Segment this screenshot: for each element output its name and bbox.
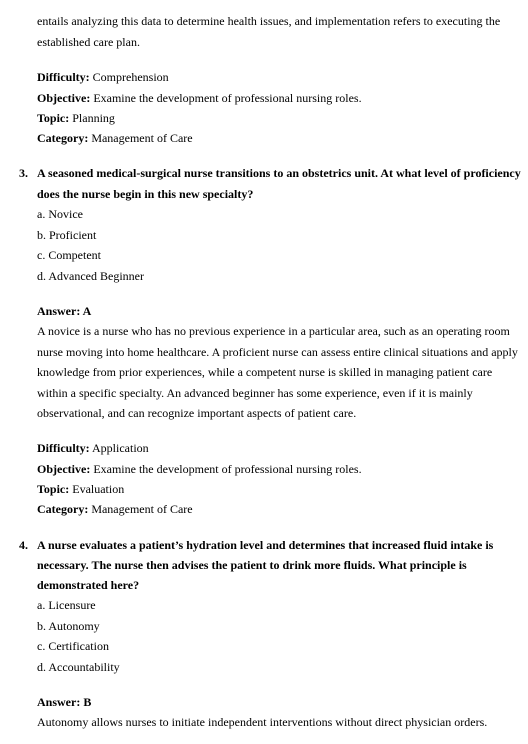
category-value: Management of Care — [88, 131, 193, 145]
topic-row — [37, 110, 115, 126]
answer-option: d. Accountability — [37, 660, 120, 674]
question-number: 3. — [19, 166, 28, 180]
question-stem-line: does the nurse begin in this new specialty? — [37, 187, 254, 201]
question-stem-line: A seasoned medical-surgical nurse transitions to an obstetrics unit. At what level of proficiency — [37, 166, 521, 180]
answer-option: d. Advanced Beginner — [37, 269, 144, 283]
category-row — [37, 130, 193, 146]
rationale-line: nurse moving into home healthcare. A proficient nurse can assess entire clinical situations and apply — [37, 345, 518, 359]
difficulty-value: Application — [89, 441, 149, 455]
difficulty-row — [37, 69, 169, 85]
answer-option: b. Autonomy — [37, 619, 100, 633]
answer-option: b. Proficient — [37, 228, 97, 242]
difficulty-label: Difficulty: — [37, 70, 90, 84]
question-stem-line: demonstrated here? — [37, 578, 140, 592]
rationale-line: A novice is a nurse who has no previous experience in a particular area, such as an operating room — [37, 324, 510, 338]
difficulty-label: Difficulty: — [37, 441, 90, 455]
topic-row — [37, 481, 124, 497]
objective-label: Objective: — [37, 91, 91, 105]
category-value: Management of Care — [88, 502, 193, 516]
objective-row — [37, 461, 362, 477]
objective-label: Objective: — [37, 462, 91, 476]
category-label: Category: — [37, 502, 89, 516]
objective-value: Examine the development of professional nursing roles. — [90, 91, 362, 105]
topic-label: Topic: — [37, 482, 70, 496]
rationale-line: Autonomy allows nurses to initiate independent interventions without direct physician orders. — [37, 715, 488, 729]
intro-text-line: entails analyzing this data to determine health issues, and implementation refers to executing the — [37, 14, 501, 28]
topic-label: Topic: — [37, 111, 70, 125]
answer-option: a. Novice — [37, 207, 83, 221]
category-row — [37, 501, 193, 517]
topic-value: Evaluation — [69, 482, 125, 496]
answer-option: c. Competent — [37, 248, 101, 262]
difficulty-row — [37, 440, 149, 456]
answer-option: a. Licensure — [37, 598, 96, 612]
rationale-line: within a specific specialty. An advanced beginner has some experience, even if it is mainly — [37, 386, 473, 400]
topic-value: Planning — [69, 111, 115, 125]
rationale-line: observational, and can recognize important aspects of patient care. — [37, 406, 357, 420]
question-stem-line: necessary. The nurse then advises the patient to drink more fluids. What principle is — [37, 558, 467, 572]
answer-option: c. Certification — [37, 639, 109, 653]
question-stem-line: A nurse evaluates a patient’s hydration level and determines that increased fluid intake is — [37, 538, 494, 552]
objective-row — [37, 90, 362, 106]
difficulty-value: Comprehension — [89, 70, 169, 84]
objective-value: Examine the development of professional nursing roles. — [90, 462, 362, 476]
answer-key: Answer: B — [37, 695, 92, 709]
rationale-line: knowledge from prior experiences, while a competent nurse is skilled in managing patient care — [37, 365, 493, 379]
intro-text-line: established care plan. — [37, 35, 140, 49]
question-number: 4. — [19, 538, 28, 552]
category-label: Category: — [37, 131, 89, 145]
answer-key: Answer: A — [37, 304, 92, 318]
